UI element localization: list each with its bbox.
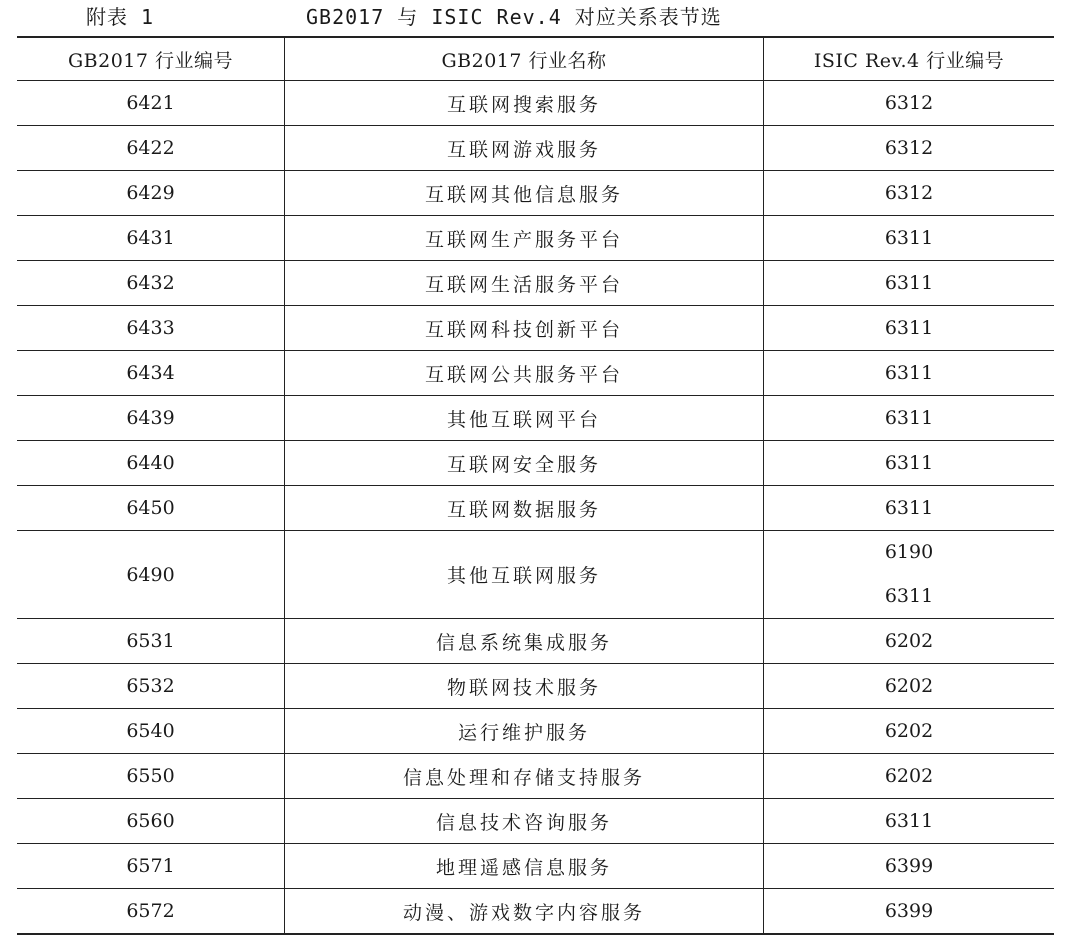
table-row (17, 260, 1054, 305)
isic-code-cell (763, 261, 1054, 305)
isic-code-cell (763, 441, 1054, 485)
gb-code-cell: 6440 (126, 452, 175, 474)
gb-name-cell: 物联网技术服务 (284, 664, 763, 708)
table-caption (86, 0, 722, 34)
isic-code-cell (763, 619, 1054, 663)
table-row (17, 215, 1054, 260)
isic-code: 6190 (884, 541, 934, 564)
table-header-row (17, 38, 1054, 80)
gb-name-cell: 信息处理和存储支持服务 (284, 754, 763, 798)
isic-code: 6202 (884, 765, 934, 787)
isic-code-cell (763, 486, 1054, 530)
gb-name-cell: 互联网数据服务 (284, 486, 763, 530)
gb-code-cell: 6429 (126, 182, 175, 204)
caption-title: GB2017 与 ISIC Rev.4 对应关系表节选 (306, 5, 722, 29)
table-row (17, 530, 1054, 618)
gb-code-cell: 6431 (126, 227, 175, 249)
gb-name-cell: 其他互联网服务 (284, 531, 763, 618)
isic-code-cell (763, 396, 1054, 440)
isic-code-cell (763, 126, 1054, 170)
header-gb-name: GB2017 行业名称 (284, 38, 763, 80)
gb-code-cell: 6450 (126, 497, 175, 519)
isic-code-cell (763, 844, 1054, 888)
correspondence-table (17, 36, 1054, 935)
gb-name-cell: 其他互联网平台 (284, 396, 763, 440)
isic-code: 6311 (884, 362, 934, 384)
table-row (17, 753, 1054, 798)
table-row (17, 843, 1054, 888)
isic-code-cell (763, 664, 1054, 708)
caption-label: 附表 1 (86, 5, 155, 29)
gb-name-cell: 互联网科技创新平台 (284, 306, 763, 350)
gb-name-cell: 运行维护服务 (284, 709, 763, 753)
table-row (17, 350, 1054, 395)
isic-code: 6311 (884, 497, 934, 519)
gb-name-cell: 互联网公共服务平台 (284, 351, 763, 395)
table-row (17, 305, 1054, 350)
gb-name-cell: 动漫、游戏数字内容服务 (284, 889, 763, 933)
gb-code-cell: 6550 (126, 765, 175, 787)
gb-code-cell: 6433 (126, 317, 175, 339)
gb-name-cell: 互联网游戏服务 (284, 126, 763, 170)
isic-code-cell (763, 216, 1054, 260)
table-body (17, 80, 1054, 933)
gb-code-cell: 6421 (126, 92, 175, 114)
isic-code: 6312 (884, 137, 934, 159)
gb-code-cell: 6490 (126, 563, 175, 586)
table-row (17, 80, 1054, 125)
isic-code: 6311 (884, 317, 934, 339)
isic-code-cell (763, 709, 1054, 753)
table-row (17, 485, 1054, 530)
gb-code-cell: 6572 (126, 900, 175, 922)
gb-code-cell: 6422 (126, 137, 175, 159)
gb-name-cell: 信息技术咨询服务 (284, 799, 763, 843)
header-gb-code: GB2017 行业编号 (67, 49, 234, 72)
isic-code: 6202 (884, 720, 934, 742)
table-row (17, 170, 1054, 215)
gb-name-cell: 互联网生活服务平台 (284, 261, 763, 305)
gb-code-cell: 6560 (126, 810, 175, 832)
gb-code-cell: 6571 (126, 855, 175, 877)
isic-code: 6399 (884, 900, 934, 922)
gb-code-cell: 6439 (126, 407, 175, 429)
header-isic-code: ISIC Rev.4 行业编号 (763, 38, 1054, 80)
gb-name-cell: 互联网搜索服务 (284, 81, 763, 125)
isic-code-cell (763, 306, 1054, 350)
isic-code-cell (763, 171, 1054, 215)
isic-code: 6311 (884, 227, 934, 249)
isic-code: 6202 (884, 630, 934, 652)
table-row (17, 395, 1054, 440)
gb-name-cell: 信息系统集成服务 (284, 619, 763, 663)
isic-code-cell (763, 754, 1054, 798)
gb-name-cell: 地理遥感信息服务 (284, 844, 763, 888)
table-row (17, 708, 1054, 753)
isic-code: 6312 (884, 92, 934, 114)
gb-name-cell: 互联网生产服务平台 (284, 216, 763, 260)
table-row (17, 663, 1054, 708)
isic-code: 6399 (884, 855, 934, 877)
table-row (17, 440, 1054, 485)
isic-code: 6311 (884, 810, 934, 832)
isic-code-cell (763, 799, 1054, 843)
table-row (17, 798, 1054, 843)
table-row (17, 888, 1054, 933)
gb-code-cell: 6540 (126, 720, 175, 742)
isic-code-cell (763, 351, 1054, 395)
gb-code-cell: 6432 (126, 272, 175, 294)
isic-code-cell (763, 81, 1054, 125)
table-row (17, 618, 1054, 663)
gb-code-cell: 6532 (126, 675, 175, 697)
isic-code-cell (763, 889, 1054, 933)
isic-code: 6312 (884, 182, 934, 204)
table-row (17, 125, 1054, 170)
isic-code: 6311 (884, 272, 934, 294)
isic-code-cell (763, 531, 1054, 618)
gb-name-cell: 互联网安全服务 (284, 441, 763, 485)
isic-code: 6311 (884, 584, 934, 607)
isic-code: 6311 (884, 452, 934, 474)
gb-code-cell: 6434 (126, 362, 175, 384)
gb-name-cell: 互联网其他信息服务 (284, 171, 763, 215)
isic-code: 6311 (884, 407, 934, 429)
gb-code-cell: 6531 (126, 630, 175, 652)
isic-code: 6202 (884, 675, 934, 697)
